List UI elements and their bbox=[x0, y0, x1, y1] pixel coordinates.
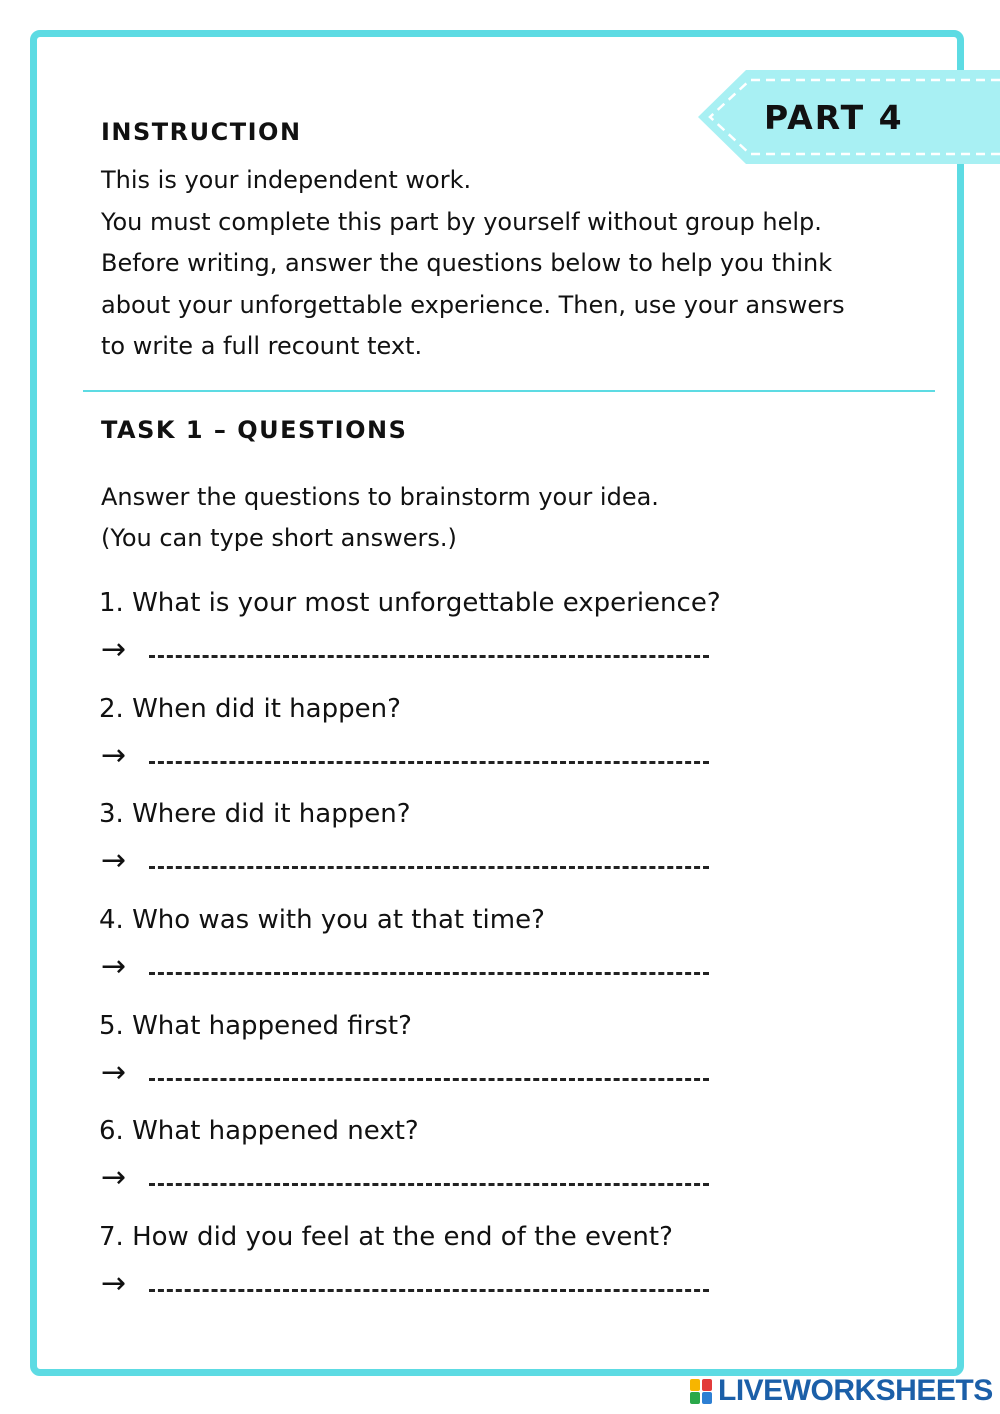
liveworksheets-logo-icon bbox=[690, 1377, 714, 1405]
answer-input-1[interactable] bbox=[149, 632, 713, 660]
question-text: 4. Who was with you at that time? bbox=[99, 905, 545, 936]
arrow-right-icon: → bbox=[101, 1266, 127, 1302]
question-text: 3. Where did it happen? bbox=[99, 799, 411, 830]
instruction-line: Before writing, answer the questions below to help you think bbox=[101, 249, 833, 277]
task-intro bbox=[101, 477, 659, 559]
answer-input-2[interactable] bbox=[149, 738, 713, 766]
instruction-line: You must complete this part by yourself without group help. bbox=[101, 207, 822, 236]
task-intro-line: (You can type short answers.) bbox=[101, 524, 457, 552]
question-text: 2. When did it happen? bbox=[99, 693, 401, 724]
instruction-heading: INSTRUCTION bbox=[101, 118, 302, 146]
answer-row bbox=[101, 949, 721, 989]
instruction-line: about your unforgettable experience. Then, use your answers bbox=[101, 290, 845, 319]
question-item bbox=[99, 1003, 799, 1109]
answer-row bbox=[101, 632, 721, 672]
part-tag-label: PART 4 bbox=[764, 98, 904, 137]
answer-input-3[interactable] bbox=[149, 843, 713, 871]
question-text: 6. What happened next? bbox=[99, 1116, 419, 1147]
answer-input-6[interactable] bbox=[149, 1160, 713, 1188]
question-item bbox=[99, 897, 799, 1003]
answer-input-7[interactable] bbox=[149, 1266, 713, 1294]
answer-input-4[interactable] bbox=[149, 949, 713, 977]
question-text: 7. How did you feel at the end of the event? bbox=[99, 1222, 673, 1253]
answer-row bbox=[101, 738, 721, 778]
arrow-right-icon: → bbox=[101, 843, 127, 879]
answer-row bbox=[101, 1160, 721, 1200]
arrow-right-icon: → bbox=[101, 632, 127, 667]
liveworksheets-logo-text-live: LIVE bbox=[718, 1374, 783, 1407]
liveworksheets-logo-text-worksheets: WORKSHEETS bbox=[782, 1374, 993, 1407]
question-text: 5. What happened first? bbox=[99, 1010, 412, 1041]
question-item bbox=[99, 686, 799, 792]
arrow-right-icon: → bbox=[101, 737, 127, 773]
question-item bbox=[99, 580, 799, 686]
instruction-body bbox=[101, 160, 921, 368]
question-text: 1. What is your most unforgettable experience? bbox=[99, 588, 721, 618]
task-intro-line: Answer the questions to brainstorm your idea. bbox=[101, 483, 659, 511]
question-item bbox=[99, 1108, 799, 1214]
answer-row bbox=[101, 843, 721, 883]
answer-row bbox=[101, 1266, 721, 1306]
instruction-line: This is your independent work. bbox=[101, 166, 472, 194]
section-divider bbox=[83, 390, 935, 392]
task-heading: TASK 1 – QUESTIONS bbox=[101, 416, 408, 444]
arrow-right-icon: → bbox=[101, 1160, 127, 1196]
instruction-line: to write a full recount text. bbox=[101, 332, 423, 360]
arrow-right-icon: → bbox=[101, 1054, 127, 1090]
question-item bbox=[99, 1214, 799, 1320]
answer-row bbox=[101, 1055, 721, 1095]
part-tag bbox=[698, 70, 1000, 164]
liveworksheets-logo bbox=[690, 1374, 993, 1408]
question-list bbox=[99, 580, 799, 1320]
question-item bbox=[99, 791, 799, 897]
answer-input-5[interactable] bbox=[149, 1055, 713, 1083]
arrow-right-icon: → bbox=[101, 949, 127, 985]
